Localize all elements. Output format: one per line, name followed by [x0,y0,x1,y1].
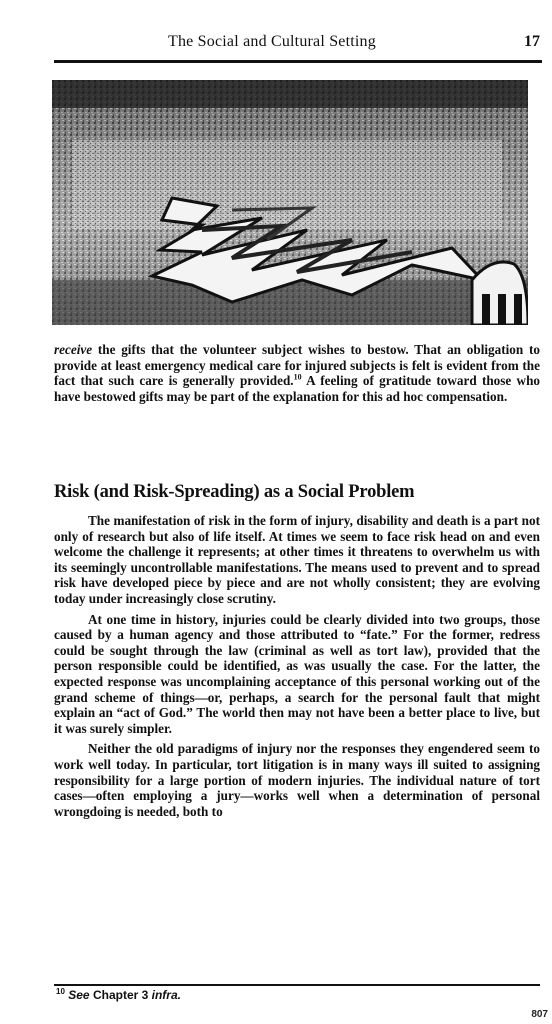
footnote-reference[interactable]: 10 [293,372,302,382]
footnote-rule [54,984,540,986]
body-paragraph-1: The manifestation of risk in the form of injury, disability and death is a part not only of research but also of life itself. At times we seem to face risk head on and even welcome the challenge it represents; at other times it threatens to overwhelm us with its seemingly uncontrollable manifestations. The means used to prevent and to spread risk have developed piece by piece and are not wholly consistent; they are evolving today under increasingly close scrutiny. [54,513,540,606]
running-head [56,33,544,55]
footnote-see: See [68,988,90,1002]
page-number: 17 [524,33,540,50]
body-paragraph-3: Neither the old paradigms of injury nor the responses they engendered seem to work well today. In particular, tort litigation is in many ways ill suited to assigning responsibility for a large portion of modern injuries. The individual nature of tort cases—often employing a jury—works well when a determination of personal wrongdoing is needed, both to [54,741,540,819]
lightning-bolt-photo-icon [52,80,528,325]
footnote-marker: 10 [56,987,65,996]
lead-text-part-1: the gifts that the volunteer subject wishes to bestow. That an obligation to provide at least emergency medical care for injured subjects is felt is evident from the fact that such care is generally provided. [54,342,540,389]
running-head-title: The Social and Cultural Setting [168,33,376,50]
footnote [56,988,181,1002]
corner-mark: 807 [531,1009,548,1020]
footnote-text: Chapter 3 [89,988,152,1002]
footnote-infra: infra. [151,988,181,1002]
lead-text-part-2: A feeling of gratitude toward those who have bestowed gifts may be part of the explanation for this ad hoc compensation. [54,373,540,404]
header-rule [54,60,542,63]
section-body [54,513,540,819]
body-paragraph-2: At one time in history, injuries could be clearly divided into two groups, those caused by a human agency and those attributed to “fate.” For the former, redress could be sought through the law (criminal as well as tort law), provided that the person responsible could be identified, as was usually the case. For the latter, the expected response was uncomplaining acceptance of this personal working out of the grand scheme of things—or, perhaps, a search for the personal fault that might explain an “act of God.” The world then may not have been a better place to live, but it was surely simpler. [54,611,540,736]
figure-photo [52,80,528,325]
lead-paragraph [54,342,540,404]
section-heading: Risk (and Risk-Spreading) as a Social Problem [54,482,415,502]
lead-italic-word: receive [54,342,93,357]
lead-paragraph-text [54,342,540,404]
